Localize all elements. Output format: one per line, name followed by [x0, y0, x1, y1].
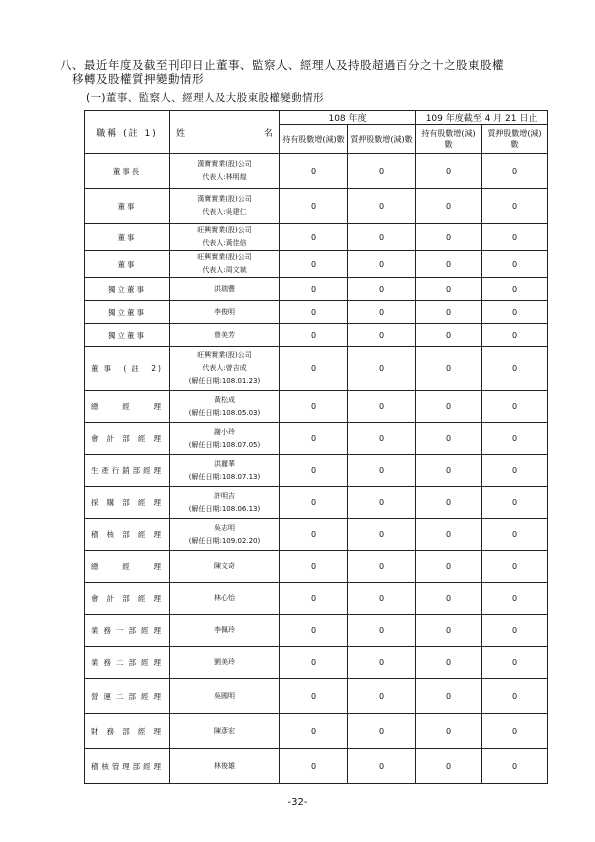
name-line: 劉美玲: [214, 658, 235, 666]
table-row: [85, 551, 548, 583]
cell-title: 會計部經理: [85, 583, 170, 615]
cell-held-109: 0: [416, 455, 482, 487]
cell-held-109: 0: [416, 278, 482, 301]
name-line: 代表人:吳建仁: [202, 208, 247, 216]
cell-held-109: 0: [416, 749, 482, 784]
table-row: [85, 189, 548, 224]
name-line: 曾美芳: [214, 330, 235, 339]
cell-held-109: 0: [416, 324, 482, 347]
page-number: -32-: [287, 797, 308, 808]
table-row: [85, 224, 548, 251]
sub-header-held-109: 持有股數增(減)數: [416, 125, 482, 154]
cell-name: [170, 679, 280, 714]
cell-name: [170, 551, 280, 583]
cell-pledged-109: 0: [482, 455, 548, 487]
name-line: 漢寶實業(股)公司: [197, 195, 252, 203]
equity-change-table: [84, 110, 548, 784]
cell-pledged-109: 0: [482, 224, 548, 251]
cell-held-109: 0: [416, 714, 482, 749]
cell-title: 生產行銷部經理: [85, 455, 170, 487]
cell-pledged-109: 0: [482, 278, 548, 301]
cell-held-109: 0: [416, 519, 482, 551]
cell-title: 財務部經理: [85, 714, 170, 749]
name-line: 李俊明: [214, 307, 235, 316]
cell-held-108: 0: [280, 455, 348, 487]
cell-pledged-109: 0: [482, 189, 548, 224]
cell-pledged-109: 0: [482, 679, 548, 714]
cell-pledged-108: 0: [348, 347, 416, 391]
cell-name: [170, 154, 280, 189]
table-row: [85, 324, 548, 347]
cell-pledged-109: 0: [482, 347, 548, 391]
table-row: [85, 423, 548, 455]
name-line: 漢寶實業(股)公司: [197, 160, 252, 168]
name-line: 陳文奇: [214, 562, 235, 570]
cell-held-109: 0: [416, 301, 482, 324]
table-row: [85, 647, 548, 679]
cell-pledged-109: 0: [482, 154, 548, 189]
cell-held-109: 0: [416, 647, 482, 679]
cell-held-108: 0: [280, 519, 348, 551]
cell-name: [170, 615, 280, 647]
cell-held-108: 0: [280, 347, 348, 391]
cell-name: [170, 749, 280, 784]
cell-name: [170, 347, 280, 391]
sub-header-pledged-108: 質押股數增(減)數: [348, 125, 416, 154]
cell-pledged-108: 0: [348, 551, 416, 583]
cell-name: [170, 647, 280, 679]
name-line: (解任日期:108.05.03): [188, 408, 261, 417]
cell-held-108: 0: [280, 224, 348, 251]
name-line: 李佩玲: [214, 626, 235, 634]
cell-held-109: 0: [416, 551, 482, 583]
cell-pledged-108: 0: [348, 519, 416, 551]
cell-name: [170, 583, 280, 615]
cell-pledged-108: 0: [348, 615, 416, 647]
cell-held-108: 0: [280, 301, 348, 324]
col-header-name: 姓 名: [170, 111, 280, 154]
cell-pledged-108: 0: [348, 278, 416, 301]
cell-pledged-108: 0: [348, 487, 416, 519]
cell-held-109: 0: [416, 679, 482, 714]
table-row: [85, 487, 548, 519]
table-row: [85, 154, 548, 189]
heading-line-2: 移轉及股權質押變動情形: [72, 72, 204, 86]
cell-pledged-109: 0: [482, 714, 548, 749]
cell-name: [170, 714, 280, 749]
cell-name: [170, 224, 280, 251]
name-line: 旺興實業(股)公司: [197, 253, 252, 261]
cell-held-108: 0: [280, 647, 348, 679]
name-line: 旺興實業(股)公司: [197, 351, 252, 359]
cell-title: 業務一部經理: [85, 615, 170, 647]
name-line: 陳彥宏: [214, 726, 235, 735]
cell-pledged-108: 0: [348, 647, 416, 679]
cell-name: [170, 324, 280, 347]
name-line: (解任日期:108.07.05): [188, 440, 261, 449]
cell-pledged-109: 0: [482, 647, 548, 679]
col-header-title: 職稱 (註 1): [85, 111, 170, 154]
cell-pledged-109: 0: [482, 583, 548, 615]
name-line: 許明吉: [214, 491, 235, 500]
cell-pledged-108: 0: [348, 423, 416, 455]
name-line: (解任日期:108.06.13): [188, 504, 261, 513]
cell-held-108: 0: [280, 154, 348, 189]
cell-title: 總經理: [85, 391, 170, 423]
cell-pledged-109: 0: [482, 391, 548, 423]
cell-title: 稽核管理部經理: [85, 749, 170, 784]
cell-name: [170, 189, 280, 224]
cell-name: [170, 519, 280, 551]
group-header-109: 109 年度截至 4 月 21 日止: [416, 111, 548, 125]
name-line: 代表人:林明煌: [202, 173, 247, 181]
cell-name: [170, 423, 280, 455]
name-line: 洪瑞豐: [214, 284, 235, 293]
cell-pledged-109: 0: [482, 324, 548, 347]
cell-title: 獨立董事: [85, 301, 170, 324]
cell-held-109: 0: [416, 224, 482, 251]
cell-held-109: 0: [416, 615, 482, 647]
name-line: 吳志明: [214, 523, 235, 532]
cell-title: 獨立董事: [85, 278, 170, 301]
cell-held-109: 0: [416, 189, 482, 224]
cell-pledged-108: 0: [348, 391, 416, 423]
cell-held-108: 0: [280, 324, 348, 347]
cell-held-108: 0: [280, 251, 348, 278]
name-line: 代表人:周文斌: [202, 266, 247, 274]
cell-title: 董事: [85, 189, 170, 224]
cell-name: [170, 278, 280, 301]
cell-pledged-108: 0: [348, 749, 416, 784]
heading-line-1: 八、最近年度及截至刊印日止董事、監察人、經理人及持股超過百分之十之股東股權: [60, 58, 504, 72]
table-row: [85, 615, 548, 647]
cell-pledged-108: 0: [348, 224, 416, 251]
name-line: 黃松成: [214, 395, 235, 404]
name-line: 代表人:曾吉成: [202, 364, 247, 372]
cell-title: 會計部經理: [85, 423, 170, 455]
name-line: (解任日期:109.02.20): [188, 536, 261, 545]
cell-held-109: 0: [416, 583, 482, 615]
cell-title: 總經理: [85, 551, 170, 583]
sub-header-pledged-109: 質押股數增(減)數: [482, 125, 548, 154]
cell-title: 稽核部經理: [85, 519, 170, 551]
table-row: [85, 519, 548, 551]
cell-pledged-109: 0: [482, 487, 548, 519]
group-header-108: 108 年度: [280, 111, 416, 125]
cell-pledged-109: 0: [482, 749, 548, 784]
table-row: [85, 583, 548, 615]
cell-pledged-109: 0: [482, 251, 548, 278]
cell-name: [170, 391, 280, 423]
name-line: 洪麗華: [214, 459, 235, 468]
table-row: [85, 278, 548, 301]
cell-name: [170, 487, 280, 519]
table-row: [85, 714, 548, 749]
cell-pledged-108: 0: [348, 679, 416, 714]
cell-held-108: 0: [280, 189, 348, 224]
cell-held-109: 0: [416, 154, 482, 189]
cell-held-108: 0: [280, 583, 348, 615]
table-row: [85, 251, 548, 278]
cell-held-108: 0: [280, 749, 348, 784]
cell-title: 董事 (註 2): [85, 347, 170, 391]
cell-held-108: 0: [280, 714, 348, 749]
cell-held-109: 0: [416, 347, 482, 391]
cell-held-108: 0: [280, 487, 348, 519]
name-line: 吳國明: [214, 691, 235, 700]
cell-name: [170, 455, 280, 487]
cell-pledged-109: 0: [482, 551, 548, 583]
cell-held-109: 0: [416, 487, 482, 519]
cell-name: [170, 251, 280, 278]
section-heading: [60, 58, 550, 86]
cell-pledged-108: 0: [348, 189, 416, 224]
table-row: [85, 749, 548, 784]
cell-held-108: 0: [280, 391, 348, 423]
cell-held-108: 0: [280, 423, 348, 455]
table-row: [85, 301, 548, 324]
cell-pledged-108: 0: [348, 455, 416, 487]
name-line: 林俊雄: [214, 761, 235, 770]
cell-pledged-108: 0: [348, 154, 416, 189]
sub-heading: (一)董事、監察人、經理人及大股東股權變動情形: [86, 92, 324, 104]
cell-held-108: 0: [280, 679, 348, 714]
table-row: [85, 679, 548, 714]
cell-pledged-108: 0: [348, 583, 416, 615]
cell-pledged-108: 0: [348, 251, 416, 278]
cell-held-109: 0: [416, 423, 482, 455]
table-row: [85, 391, 548, 423]
cell-title: 董事: [85, 224, 170, 251]
cell-held-109: 0: [416, 391, 482, 423]
table-row: [85, 347, 548, 391]
cell-pledged-108: 0: [348, 301, 416, 324]
cell-title: 採購部經理: [85, 487, 170, 519]
cell-pledged-109: 0: [482, 301, 548, 324]
name-line: 代表人:黃佳倍: [202, 239, 247, 247]
cell-pledged-108: 0: [348, 324, 416, 347]
name-line: 謝小玲: [214, 427, 235, 436]
name-line: (解任日期:108.07.13): [188, 472, 261, 481]
cell-title: 董事: [85, 251, 170, 278]
cell-title: 董事長: [85, 154, 170, 189]
cell-title: 業務二部經理: [85, 647, 170, 679]
cell-pledged-109: 0: [482, 519, 548, 551]
cell-held-108: 0: [280, 278, 348, 301]
cell-held-109: 0: [416, 251, 482, 278]
cell-held-108: 0: [280, 615, 348, 647]
cell-pledged-109: 0: [482, 423, 548, 455]
cell-title: 獨立董事: [85, 324, 170, 347]
cell-name: [170, 301, 280, 324]
name-line: 林心怡: [214, 594, 235, 602]
cell-pledged-109: 0: [482, 615, 548, 647]
cell-held-108: 0: [280, 551, 348, 583]
cell-pledged-108: 0: [348, 714, 416, 749]
sub-header-held-108: 持有股數增(減)數: [280, 125, 348, 154]
name-line: (解任日期:108.01.23): [188, 377, 261, 385]
name-line: 旺興實業(股)公司: [197, 226, 252, 234]
table-row: [85, 455, 548, 487]
cell-title: 營運二部經理: [85, 679, 170, 714]
